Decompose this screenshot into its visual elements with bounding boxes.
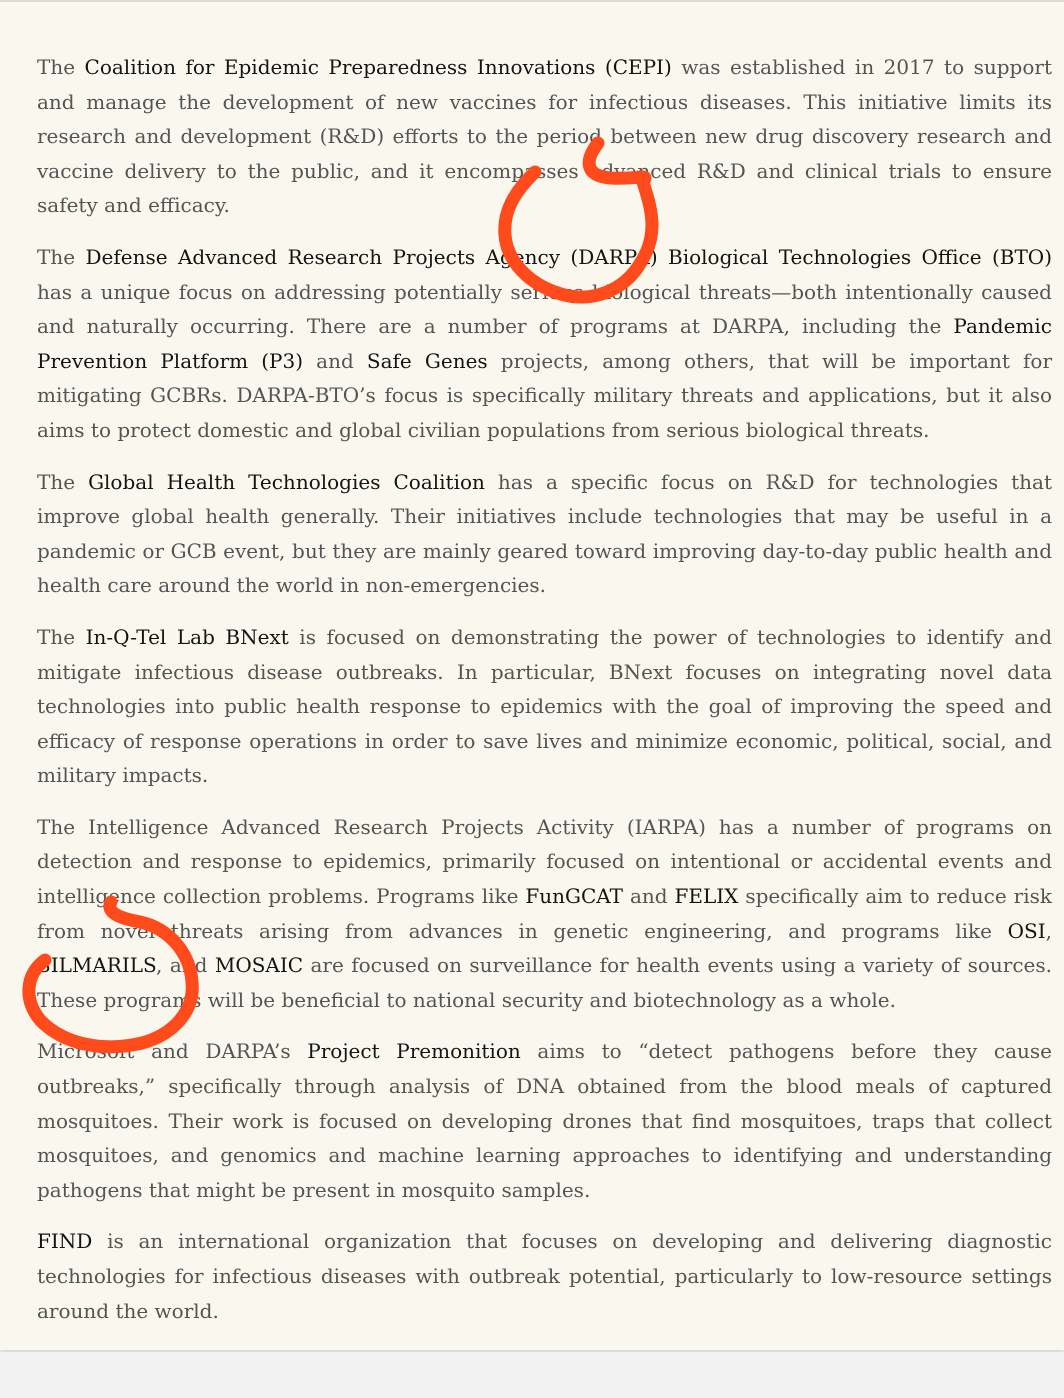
paragraph-text: projects, among others, that will be important for mitigating GCBRs. DARPA-BTO’s focus is specifically military threats and applications, but it also aims to protect domestic and global civilian populations from serious biological threats. <box>37 348 1053 442</box>
emphasized-term: In-Q-Tel Lab BNext <box>85 624 289 649</box>
paragraph-text: The <box>37 624 86 649</box>
paragraph-text: , <box>1045 918 1052 943</box>
paragraph-text: has a unique focus on addressing potentially serious biological threats—both intentionally caused and naturally occurring. There are a number of programs at DARPA, including the <box>37 279 1052 339</box>
paragraph-iarpa <box>37 810 1052 1018</box>
paragraph-text: The <box>37 469 89 494</box>
paragraph-text: specifically aim to reduce risk from novel threats arising from advances in genetic engineering, and programs like <box>37 884 1052 943</box>
emphasized-term: MOSAIC <box>214 953 304 978</box>
paragraph-darpa <box>37 240 1052 448</box>
paragraph-text: and <box>623 884 675 909</box>
paragraph-ghtc <box>37 465 1052 603</box>
emphasized-term: FELIX <box>674 884 739 909</box>
viewer-background <box>0 1352 1064 1398</box>
paragraph-text: is focused on demonstrating the power of technologies to identify and mitigate infectious disease outbreaks. In particular, BNext focuses on integrating novel data technologies into public health response to epidemics with the goal of improving the speed and efficacy of response operations in order to save lives and minimize economic, political, social, and military impacts. <box>37 624 1052 788</box>
emphasized-term: Global Health Technologies Coalition <box>88 469 485 494</box>
document-page <box>0 2 1064 1350</box>
paragraph-text: The <box>37 244 86 269</box>
emphasized-term: SILMARILS <box>37 953 157 978</box>
emphasized-term: Defense Advanced Research Projects Agency (DARPA) Biological Technologies Office (BTO) <box>85 244 1052 269</box>
emphasized-term: OSI <box>1007 918 1046 943</box>
paragraph-find <box>37 1224 1052 1328</box>
paragraph-text: , and <box>156 953 215 978</box>
document-body <box>37 50 1052 1345</box>
paragraph-premonition <box>37 1034 1052 1207</box>
emphasized-term: FunGCAT <box>525 884 623 909</box>
paragraph-text: has a specific focus on R&D for technologies that improve global health generally. Their initiatives include technologies that may be useful in a pandemic or GCB event, but they are mainly geared toward improving day-to-day public health and health care around the world in non-emergencies. <box>37 469 1052 598</box>
paragraph-text: and <box>303 348 367 373</box>
paragraph-text: Microsoft and DARPA’s <box>37 1039 308 1064</box>
paragraph-text: is an international organization that focuses on developing and delivering diagnostic technologies for infectious diseases with outbreak potential, particularly to low-resource settings around the world. <box>37 1229 1052 1323</box>
paragraph-text: The Intelligence Advanced Research Projects Activity (IARPA) has a number of programs on detection and response to epidemics, primarily focused on intentional or accidental events and intelligence collection problems. Programs like <box>37 814 1052 909</box>
paragraph-cepi <box>37 50 1052 223</box>
emphasized-term: Safe Genes <box>366 348 488 373</box>
emphasized-term: FIND <box>37 1229 93 1254</box>
paragraph-text: was established in 2017 to support and manage the development of new vaccines for infectious diseases. This initiative limits its research and development (R&D) efforts to the period between new drug discovery research and vaccine delivery to the public, and it encompasses advanced R&D and clinical trials to ensure safety and efficacy. <box>37 55 1052 218</box>
paragraph-text: are focused on surveillance for health events using a variety of sources. These programs will be beneficial to national security and biotechnology as a whole. <box>37 953 1052 1012</box>
emphasized-term: Pandemic Prevention Platform (P3) <box>37 314 1052 373</box>
paragraph-text: The <box>37 55 85 79</box>
paragraph-bnext <box>37 620 1052 793</box>
paragraph-text: aims to “detect pathogens before they cause outbreaks,” specifically through analysis of DNA obtained from the blood meals of captured mosquitoes. Their work is focused on developing drones that find mosquitoes, traps that collect mosquitoes, and genomics and machine learning approaches to identifying and understanding pathogens that might be present in mosquito samples. <box>37 1039 1052 1202</box>
emphasized-term: Project Premonition <box>307 1039 521 1064</box>
emphasized-term: Coalition for Epidemic Preparedness Innovations (CEPI) <box>84 55 672 79</box>
